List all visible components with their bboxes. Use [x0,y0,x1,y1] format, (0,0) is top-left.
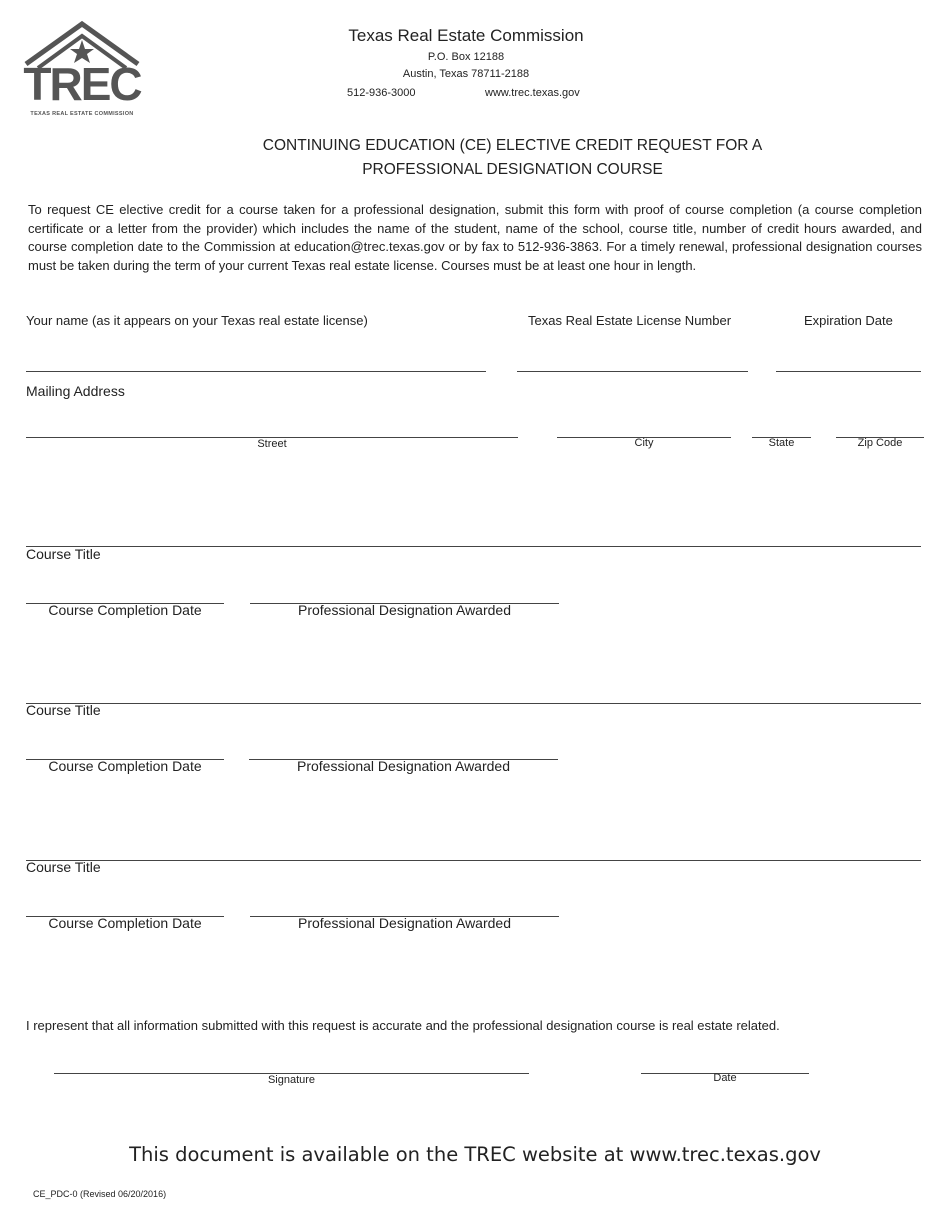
city-label: City [634,437,654,449]
course-title-field[interactable] [26,860,921,861]
course-title-label: Course Title [26,546,101,562]
availability-note: This document is available on the TREC website at www.trec.texas.gov [129,1143,821,1166]
course-completion-date-label: Course Completion Date [48,758,202,774]
course-completion-date-label: Course Completion Date [48,602,202,618]
state-label: State [768,437,795,449]
street-label: Street [257,438,287,450]
designation-awarded-label: Professional Designation Awarded [298,915,511,931]
form-title-line2: PROFESSIONAL DESIGNATION COURSE [362,161,663,178]
expiration-date-field[interactable] [776,371,921,372]
logo-wordmark: TREC [23,58,141,110]
designation-awarded-label: Professional Designation Awarded [298,602,511,618]
form-id: CE_PDC-0 (Revised 06/20/2016) [33,1189,167,1199]
license-label: Texas Real Estate License Number [528,313,732,328]
course-title-label: Course Title [26,859,101,875]
course-title-label: Course Title [26,702,101,718]
license-number-field[interactable] [517,371,748,372]
signature-label: Signature [267,1074,316,1086]
trec-logo [20,20,144,124]
zip-code-label: Zip Code [857,437,903,449]
phone: 512-936-3000 [347,87,416,99]
org-name: Texas Real Estate Commission [348,26,584,45]
logo-subtitle: TEXAS REAL ESTATE COMMISSION [30,111,134,117]
signature-date-label: Date [713,1072,737,1084]
course-title-field[interactable] [26,546,921,547]
course-completion-date-label: Course Completion Date [48,915,202,931]
form-title-line1: CONTINUING EDUCATION (CE) ELECTIVE CREDIT REQUEST FOR A [262,137,763,154]
attestation-statement: I represent that all information submitted with this request is accurate and the professional designation course is real estate related. [26,1018,780,1033]
instructions: To request CE elective credit for a course taken for a professional designation, submit this form with proof of course completion (a course completion certificate or a letter from the provider) which includes the name of the student, name of the school, course title, number of credit hours awarded, and course completion date to the Commission at education@trec.texas.gov or by fax to 512-936-3863. For a timely renewal, professional designation courses must be taken during the term of your current Texas real estate license. Courses must be at least one hour in length. [28,202,922,273]
course-title-field[interactable] [26,703,921,704]
name-label: Your name (as it appears on your Texas real estate license) [26,313,368,328]
name-field[interactable] [26,371,486,372]
website: www.trec.texas.gov [485,87,580,99]
po-box: P.O. Box 12188 [427,51,505,63]
city-line: Austin, Texas 78711-2188 [402,68,530,80]
expiration-label: Expiration Date [804,313,893,328]
mailing-address-label: Mailing Address [26,383,125,399]
designation-awarded-label: Professional Designation Awarded [297,758,510,774]
